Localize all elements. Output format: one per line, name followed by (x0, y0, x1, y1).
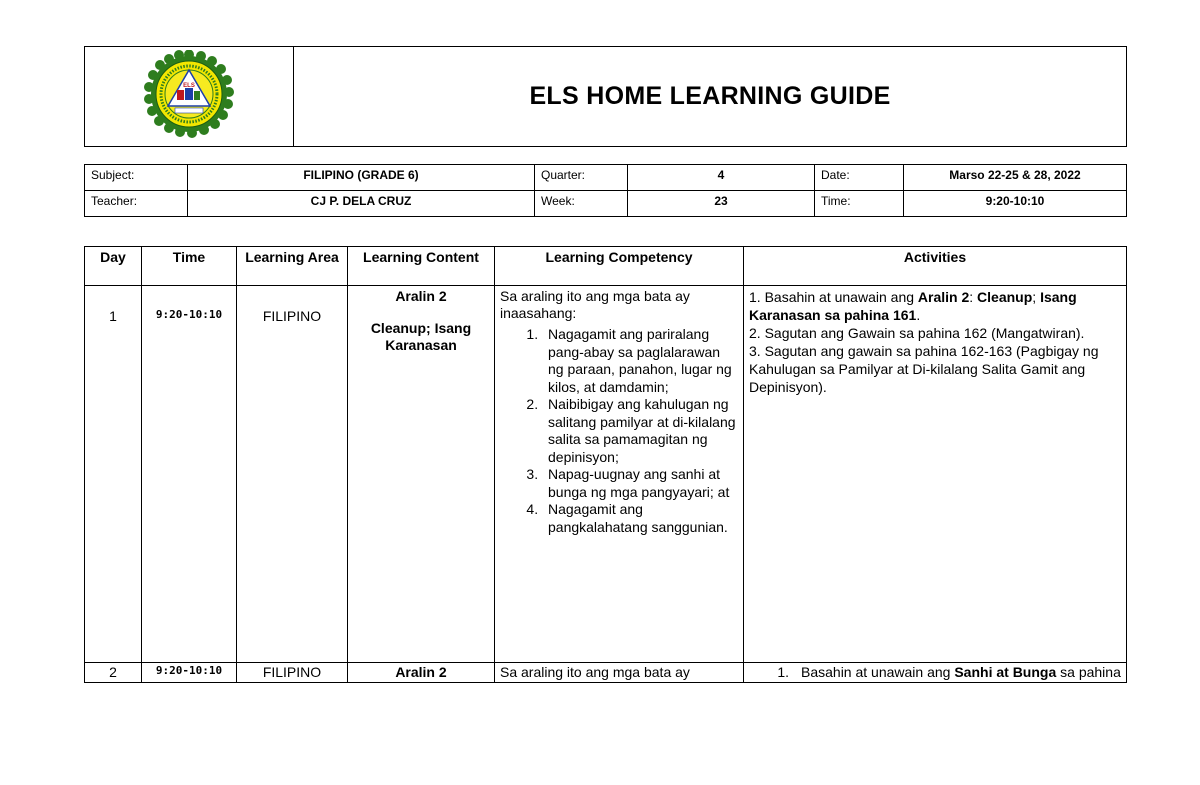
activity-1: 1. Basahin at unawain ang Sanhi at Bunga sa pahina (744, 663, 1127, 683)
activity-2: 2. Sagutan ang Gawain sa pahina 162 (Mangatwiran). (749, 325, 1085, 341)
logo-cell (85, 47, 294, 147)
info-table (84, 164, 1127, 217)
list-item: 4. Nagagamit ang pangkalahatang sanggunian. (542, 501, 738, 536)
table-row (85, 663, 1127, 683)
learning-area: FILIPINO (237, 663, 348, 683)
table-row (85, 286, 1127, 663)
header-activities: Activities (744, 247, 1127, 286)
week-value: 23 (628, 191, 815, 217)
lesson-title: Aralin 2 (395, 288, 447, 304)
competency-cell (495, 286, 744, 663)
list-item: 2. Naibibigay ang kahulugan ng salitang pamilyar at di-kilalang salita sa pamamagitan ng depinisyon; (542, 396, 738, 466)
quarter-value: 4 (628, 165, 815, 191)
time-label: Time: (815, 191, 904, 217)
seal-text: ELS (183, 83, 195, 89)
info-row-2 (85, 191, 1127, 217)
time-value: 9:20-10:10 (155, 308, 223, 321)
activities-cell (744, 286, 1127, 663)
learning-plan-table (84, 246, 1127, 683)
day-number: 1 (109, 308, 117, 324)
learning-area: FILIPINO (262, 308, 322, 324)
content-cell (348, 286, 495, 663)
header-day: Day (85, 247, 142, 286)
header-time: Time (142, 247, 237, 286)
lesson-title: Aralin 2 (348, 663, 495, 683)
area-cell (237, 286, 348, 663)
header-learning-area: Learning Area (237, 247, 348, 286)
subject-value: FILIPINO (GRADE 6) (188, 165, 535, 191)
activity-1: 1. Basahin at unawain ang Aralin 2: Cleanup; Isang Karanasan sa pahina 161. (749, 289, 1077, 323)
date-label: Date: (815, 165, 904, 191)
list-item: 3. Napag-uugnay ang sanhi at bunga ng mga pangyayari; at (542, 466, 738, 501)
date-value: Marso 22-25 & 28, 2022 (904, 165, 1127, 191)
competency-intro: Sa araling ito ang mga bata ay inaasahang: (500, 288, 690, 321)
quarter-label: Quarter: (535, 165, 628, 191)
school-seal-logo (137, 50, 241, 138)
time-value: 9:20-10:10 (142, 663, 237, 683)
subject-label: Subject: (85, 165, 188, 191)
competency-intro: Sa araling ito ang mga bata ay (495, 663, 744, 683)
time-value: 9:20-10:10 (904, 191, 1127, 217)
day-cell (85, 286, 142, 663)
page-title: ELS HOME LEARNING GUIDE (294, 47, 1127, 147)
day-number: 2 (85, 663, 142, 683)
plan-header-row (85, 247, 1127, 286)
week-label: Week: (535, 191, 628, 217)
competency-list (500, 326, 738, 536)
lesson-subtitle: Cleanup; Isang Karanasan (370, 320, 472, 353)
header-learning-competency: Learning Competency (495, 247, 744, 286)
teacher-label: Teacher: (85, 191, 188, 217)
activity-3: 3. Sagutan ang gawain sa pahina 162-163 (Pagbigay ng Kahulugan sa Pamilyar at Di-kilalang Salita Gamit ang Depinisyon). (749, 343, 1099, 395)
teacher-value: CJ P. DELA CRUZ (188, 191, 535, 217)
header-box (84, 46, 1127, 147)
time-cell (142, 286, 237, 663)
list-item: 1. Nagagamit ang pariralang pang-abay sa paglalarawan ng paraan, panahon, lugar ng kilos, at damdamin; (542, 326, 738, 396)
info-row-1 (85, 165, 1127, 191)
header-learning-content: Learning Content (348, 247, 495, 286)
